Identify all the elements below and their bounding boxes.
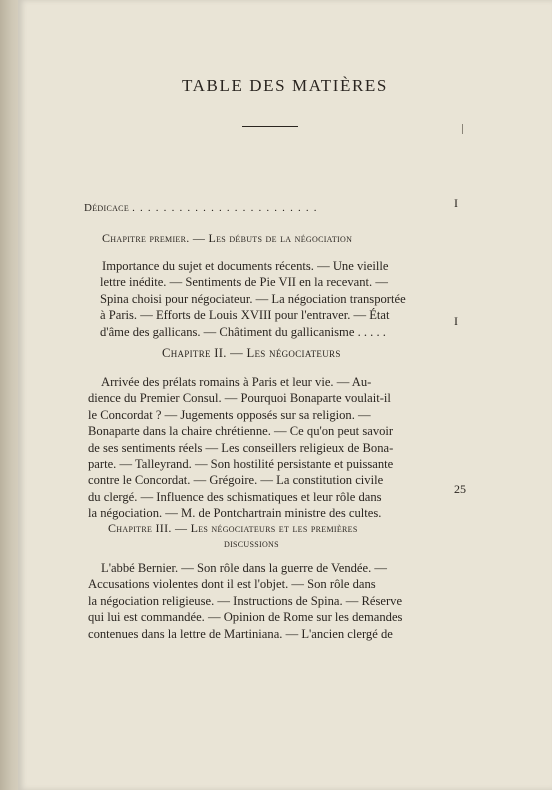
summary-line: la négociation. — M. de Pontchartrain ministre des cultes. — [88, 506, 382, 521]
chapter-3-heading-line-1[interactable]: Chapitre III. — Les négociateurs et les premières — [108, 521, 358, 535]
chapter-2-page: 25 — [454, 482, 466, 496]
summary-line: Bonaparte dans la chaire chrétienne. — Ce qu'on peut savoir — [88, 424, 394, 439]
summary-line: contre le Concordat. — Grégoire. — La constitution civile — [88, 473, 384, 488]
chapter-1-summary — [100, 258, 406, 340]
chapter-2-summary — [88, 374, 393, 522]
chapter-3-heading-line-2: discussions — [224, 538, 279, 550]
summary-line: qui lui est commandée. — Opinion de Rome sur les demandes — [88, 610, 403, 625]
dedication-label: Dédicace — [84, 202, 130, 214]
dedication-page: I — [454, 196, 458, 210]
summary-line: à Paris. — Efforts de Louis XVIII pour l'entraver. — État — [100, 308, 390, 323]
page-title: TABLE DES MATIÈRES — [182, 76, 388, 95]
summary-line: contenues dans la lettre de Martiniana. — L'ancien clergé de — [88, 626, 393, 641]
summary-line: de ses sentiments réels — Les conseillers religieux de Bona- — [88, 440, 394, 455]
chapter-2-heading[interactable]: Chapitre II. — Les négociateurs — [162, 346, 341, 360]
dedication-leaders: . . . . . . . . . . . . . . . . . . . . . . . . — [132, 202, 318, 214]
chapter-1-heading[interactable]: Chapitre premier. — Les débuts de la négociation — [102, 231, 353, 245]
summary-line: le Concordat ? — Jugements opposés sur sa religion. — — [88, 407, 371, 422]
summary-line: d'âme des gallicans. — Châtiment du gallicanisme . . . . . — [100, 324, 386, 339]
summary-line: parte. — Talleyrand. — Son hostilité persistante et puissante — [88, 457, 394, 472]
summary-line: L'abbé Bernier. — Son rôle dans la guerre de Vendée. — — [101, 561, 388, 575]
summary-line: lettre inédite. — Sentiments de Pie VII en la recevant. — — [100, 275, 388, 290]
toc-dedication[interactable] — [84, 202, 318, 214]
summary-line: la négociation religieuse. — Instructions de Spina. — Réserve — [88, 593, 403, 608]
summary-line: Importance du sujet et documents récents. — Une vieille — [102, 259, 389, 273]
summary-line: Arrivée des prélats romains à Paris et leur vie. — Au- — [101, 375, 372, 389]
summary-line: Spina choisi pour négociateur. — La négociation transportée — [100, 291, 406, 306]
book-page — [18, 0, 552, 790]
summary-line: du clergé. — Influence des schismatiques et leur rôle dans — [88, 489, 382, 504]
summary-line: Accusations violentes dont il est l'objet. — Son rôle dans — [88, 577, 376, 592]
book-spine-shadow — [0, 0, 20, 790]
page-mark — [462, 124, 463, 134]
title-rule — [242, 126, 298, 127]
chapter-3-summary — [88, 560, 402, 642]
chapter-1-page: I — [454, 314, 458, 328]
summary-line: dience du Premier Consul. — Pourquoi Bonaparte voulait-il — [88, 391, 391, 406]
